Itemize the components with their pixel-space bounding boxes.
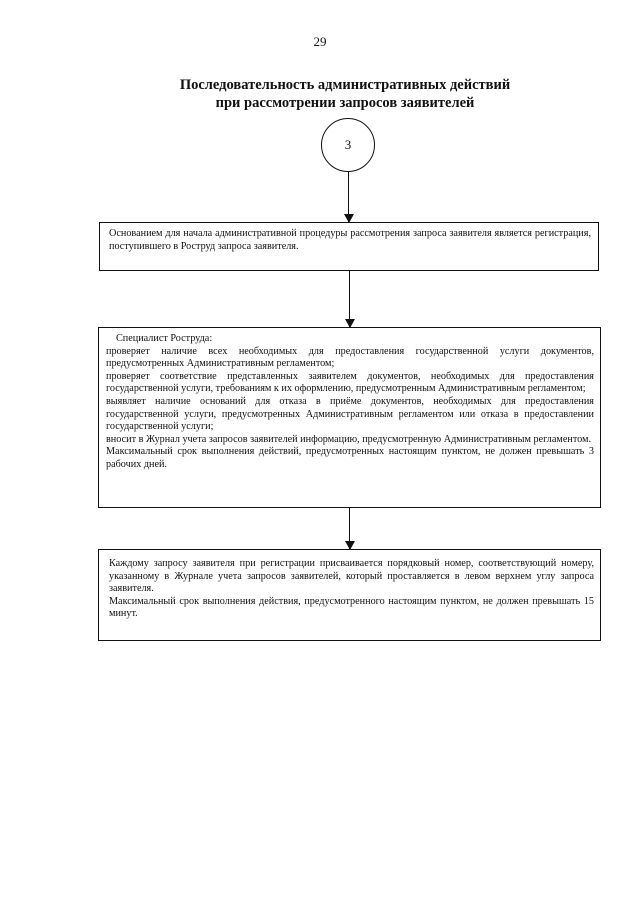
box-registration-text: Основанием для начала административной процедуры рассмотрения запроса заявителя является регистрация, поступившего в Роструд запроса заявителя. bbox=[109, 228, 591, 252]
page-title-line-1: Последовательность административных действий bbox=[179, 77, 511, 93]
page-title-line-2: при рассмотрении запросов заявителей bbox=[215, 95, 475, 111]
page-number: 29 bbox=[313, 34, 327, 49]
flowchart-box-numbering bbox=[98, 549, 601, 641]
box-specialist-item: вносит в Журнал учета запросов заявителей информацию, предусмотренную Административным регламентом. bbox=[106, 433, 592, 445]
arrow-box1-to-box2 bbox=[349, 271, 350, 327]
box-numbering-text: Каждому запросу заявителя при регистрации присваивается порядковый номер, соответствующий номеру, указанному в Журнале учета запросов заявителей, который проставляется в левом верхнем углу запроса заявителя. bbox=[109, 558, 594, 595]
flowchart-box-registration bbox=[99, 222, 599, 271]
page-title bbox=[40, 76, 640, 112]
box-specialist-deadline: Максимальный срок выполнения действий, предусмотренных настоящим пунктом, не должен превышать 3 рабочих дней. bbox=[106, 446, 594, 470]
box-specialist-item: проверяет наличие всех необходимых для предоставления государственной услуги документов, предусмотренных Административным регламентом; bbox=[106, 345, 594, 370]
box-specialist-item: выявляет наличие оснований для отказа в приёме документов, необходимых для предоставления государственной услуги, предусмотренных Административным регламентом или отказа в предоставлении государственной услуги; bbox=[106, 395, 594, 433]
flowchart-box-specialist-actions bbox=[98, 327, 601, 508]
flowchart-connector-circle bbox=[321, 118, 375, 172]
arrow-connector-to-box1 bbox=[348, 172, 349, 222]
arrow-box2-to-box3 bbox=[349, 508, 350, 549]
flowchart-connector-label: 3 bbox=[344, 137, 352, 152]
box-specialist-heading: Специалист Роструда: bbox=[116, 333, 213, 344]
box-specialist-item: проверяет соответствие представленных заявителем документов, необходимых для предоставления государственной услуги, требованиям к их оформлению, предусмотренным Административным регламентом; bbox=[106, 370, 594, 395]
box-numbering-deadline: Максимальный срок выполнения действия, предусмотренного настоящим пунктом, не должен превышать 15 минут. bbox=[109, 595, 594, 620]
